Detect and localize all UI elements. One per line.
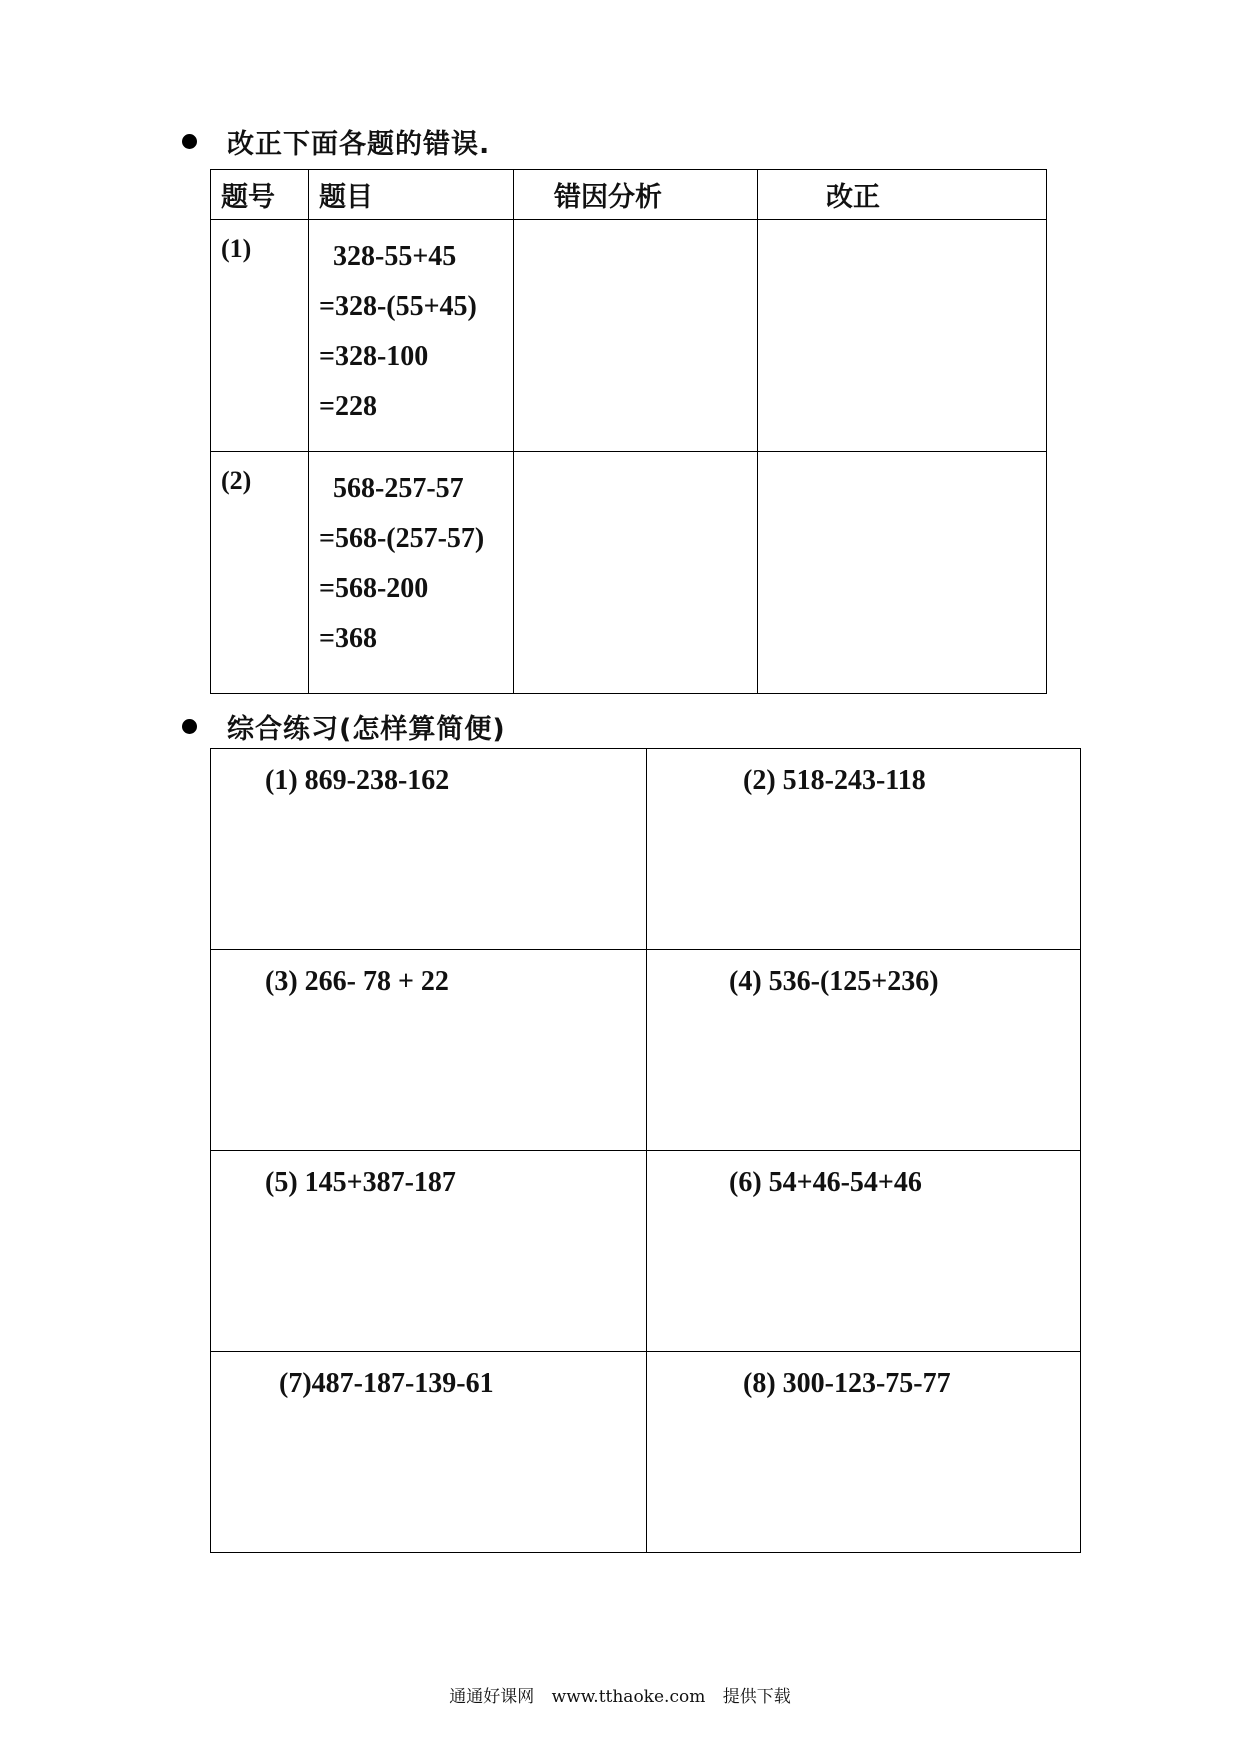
practice-cell[interactable] [647, 1352, 1081, 1553]
practice-problem: (4) 536-(125+236) [729, 966, 939, 997]
header-number: 题号 [211, 170, 309, 220]
problem-line: =568-200 [319, 573, 429, 604]
problem-line: 328-55+45 [333, 241, 457, 272]
table-header-row [211, 170, 1047, 220]
practice-cell[interactable] [647, 1151, 1081, 1352]
practice-grid [210, 748, 1081, 1553]
correction-cell[interactable] [758, 452, 1047, 694]
practice-cell[interactable] [211, 749, 647, 950]
practice-problem: (5) 145+387-187 [265, 1167, 456, 1198]
section1-heading [182, 122, 490, 161]
error-analysis-cell[interactable] [514, 452, 758, 694]
error-correction-table [210, 169, 1047, 694]
bullet-icon [182, 134, 197, 149]
row-number: (1) [211, 220, 309, 452]
bullet-icon [182, 719, 197, 734]
practice-problem: (3) 266- 78 + 22 [265, 966, 449, 997]
problem-line: =228 [319, 391, 377, 422]
header-correction: 改正 [758, 170, 1047, 220]
practice-row [211, 749, 1081, 950]
practice-problem: (7)487-187-139-61 [279, 1368, 494, 1399]
problem-line: =368 [319, 623, 377, 654]
section2-heading [182, 707, 506, 746]
table-row [211, 452, 1047, 694]
practice-problem: (1) 869-238-162 [265, 765, 450, 796]
section1-heading-text: 改正下面各题的错误. [227, 129, 491, 160]
practice-cell[interactable] [211, 1352, 647, 1553]
problem-line: =328-100 [319, 341, 429, 372]
header-error-analysis: 错因分析 [514, 170, 758, 220]
problem-line: =568-(257-57) [319, 523, 485, 554]
correction-cell[interactable] [758, 220, 1047, 452]
row-number: (2) [211, 452, 309, 694]
problem-line: =328-(55+45) [319, 291, 477, 322]
practice-row [211, 1151, 1081, 1352]
section2-heading-text: 综合练习(怎样算简便) [227, 714, 506, 745]
footer-suffix: 提供下载 [722, 1687, 791, 1707]
practice-problem: (6) 54+46-54+46 [729, 1167, 922, 1198]
row-problem [309, 220, 514, 452]
page-footer [0, 1682, 1240, 1707]
footer-site-name: 通通好课网 [449, 1687, 535, 1707]
header-problem: 题目 [309, 170, 514, 220]
practice-problem: (8) 300-123-75-77 [743, 1368, 951, 1399]
practice-cell[interactable] [647, 950, 1081, 1151]
practice-problem: (2) 518-243-118 [743, 765, 926, 796]
practice-row [211, 950, 1081, 1151]
problem-line: 568-257-57 [333, 473, 464, 504]
table-row [211, 220, 1047, 452]
practice-cell[interactable] [211, 950, 647, 1151]
practice-cell[interactable] [211, 1151, 647, 1352]
practice-cell[interactable] [647, 749, 1081, 950]
footer-url[interactable]: www.tthaoke.com [551, 1687, 706, 1707]
error-analysis-cell[interactable] [514, 220, 758, 452]
practice-row [211, 1352, 1081, 1553]
row-problem [309, 452, 514, 694]
